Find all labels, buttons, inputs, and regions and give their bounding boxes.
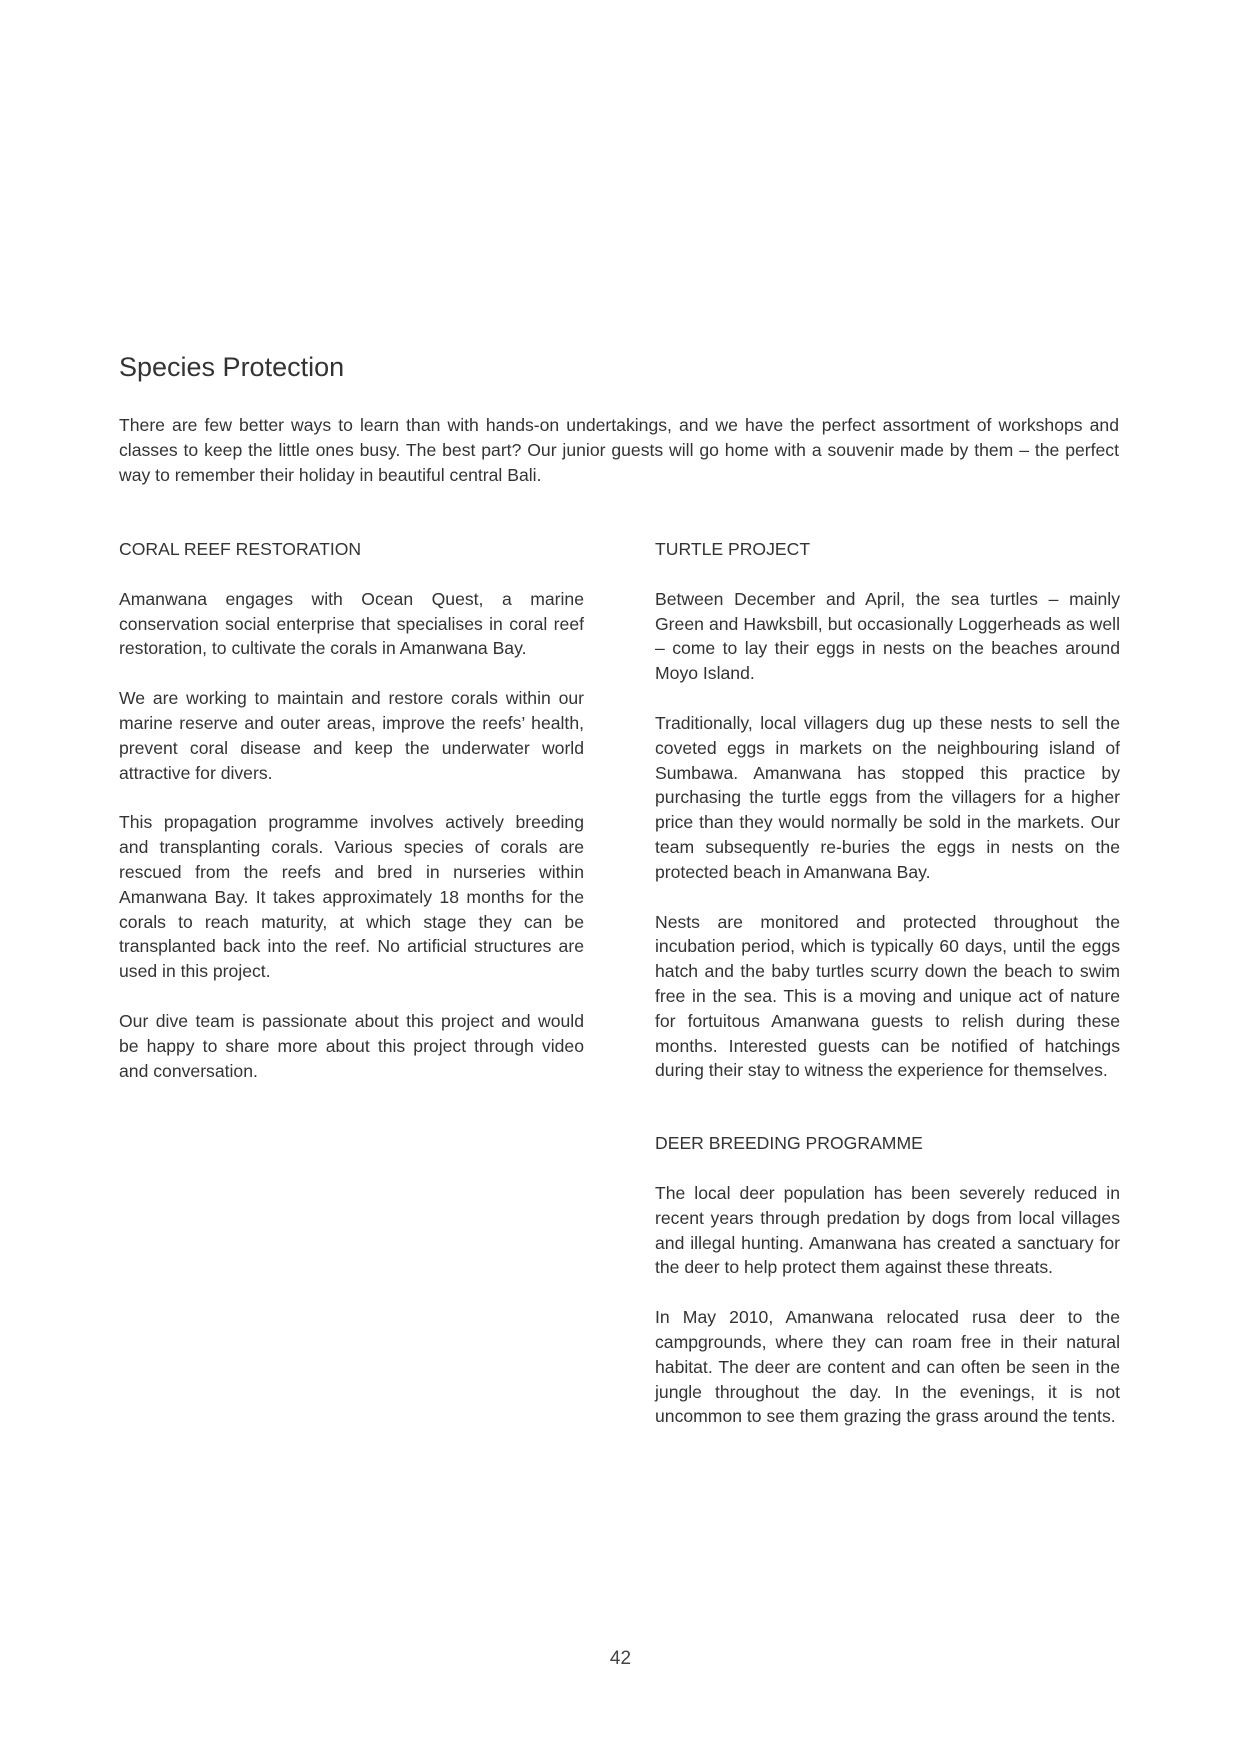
deer-heading: DEER BREEDING PROGRAMME <box>655 1133 923 1154</box>
coral-paragraph-4: Our dive team is passionate about this project and would be happy to share more about this project through video and conversation. <box>119 1010 584 1081</box>
page-title: Species Protection <box>119 352 345 382</box>
coral-paragraph-1: Amanwana engages with Ocean Quest, a marine conservation social enterprise that specialises in coral reef restoration, to cultivate the corals in Amanwana Bay. <box>119 588 584 659</box>
turtle-heading: TURTLE PROJECT <box>655 539 811 559</box>
page-number: 42 <box>609 1648 632 1669</box>
turtle-paragraph-1: Between December and April, the sea turtles – mainly Green and Hawksbill, but occasionally Loggerheads as well – come to lay their eggs in nests on the beaches around Moyo Island. <box>655 588 1120 684</box>
coral-paragraph-2: We are working to maintain and restore corals within our marine reserve and outer areas, improve the reefs’ health, prevent coral disease and keep the underwater world attractive for divers. <box>119 688 584 783</box>
deer-section <box>655 1131 1120 1429</box>
right-column <box>655 537 1120 1429</box>
turtle-paragraph-3: Nests are monitored and protected throughout the incubation period, which is typically 60 days, until the eggs hatch and the baby turtles scurry down the beach to swim free in the sea. This is a moving and unique act of nature for fortuitous Amanwana guests to relish during these months. Interested guests can be notified of hatchings during their stay to witness the experience for themselves. <box>655 911 1120 1081</box>
coral-reef-section <box>119 537 584 1083</box>
coral-reef-heading: CORAL REEF RESTORATION <box>119 539 362 559</box>
coral-paragraph-3: This propagation programme involves actively breeding and transplanting corals. Various species of corals are rescued from the reefs and bred in nurseries within Amanwana Bay. It takes approximately 18 months for the corals to reach maturity, at which stage they can be transplanted back into the reef. No artificial structures are used in this project. <box>119 812 584 982</box>
left-column <box>119 537 584 1083</box>
deer-paragraph-2: In May 2010, Amanwana relocated rusa deer to the campgrounds, where they can roam free in their natural habitat. The deer are content and can often be seen in the jungle throughout the day. In the evenings, it is not uncommon to see them grazing the grass around the tents. <box>655 1307 1120 1427</box>
intro-paragraph: There are few better ways to learn than with hands-on undertakings, and we have the perfect assortment of workshops and classes to keep the little ones busy. The best part? Our junior guests will go home with a souvenir made by them – the perfect way to remember their holiday in beautiful central Bali. <box>119 415 1119 485</box>
turtle-paragraph-2: Traditionally, local villagers dug up these nests to sell the coveted eggs in markets on the neighbouring island of Sumbawa. Amanwana has stopped this practice by purchasing the turtle eggs from the villagers for a higher price than they would normally be sold in the markets. Our team subsequently re-buries the eggs in nests on the protected beach in Amanwana Bay. <box>655 712 1120 882</box>
deer-paragraph-1: The local deer population has been severely reduced in recent years through predation by dogs from local villages and illegal hunting. Amanwana has created a sanctuary for the deer to help protect them against these threats. <box>655 1182 1120 1278</box>
turtle-section <box>655 537 1120 1083</box>
